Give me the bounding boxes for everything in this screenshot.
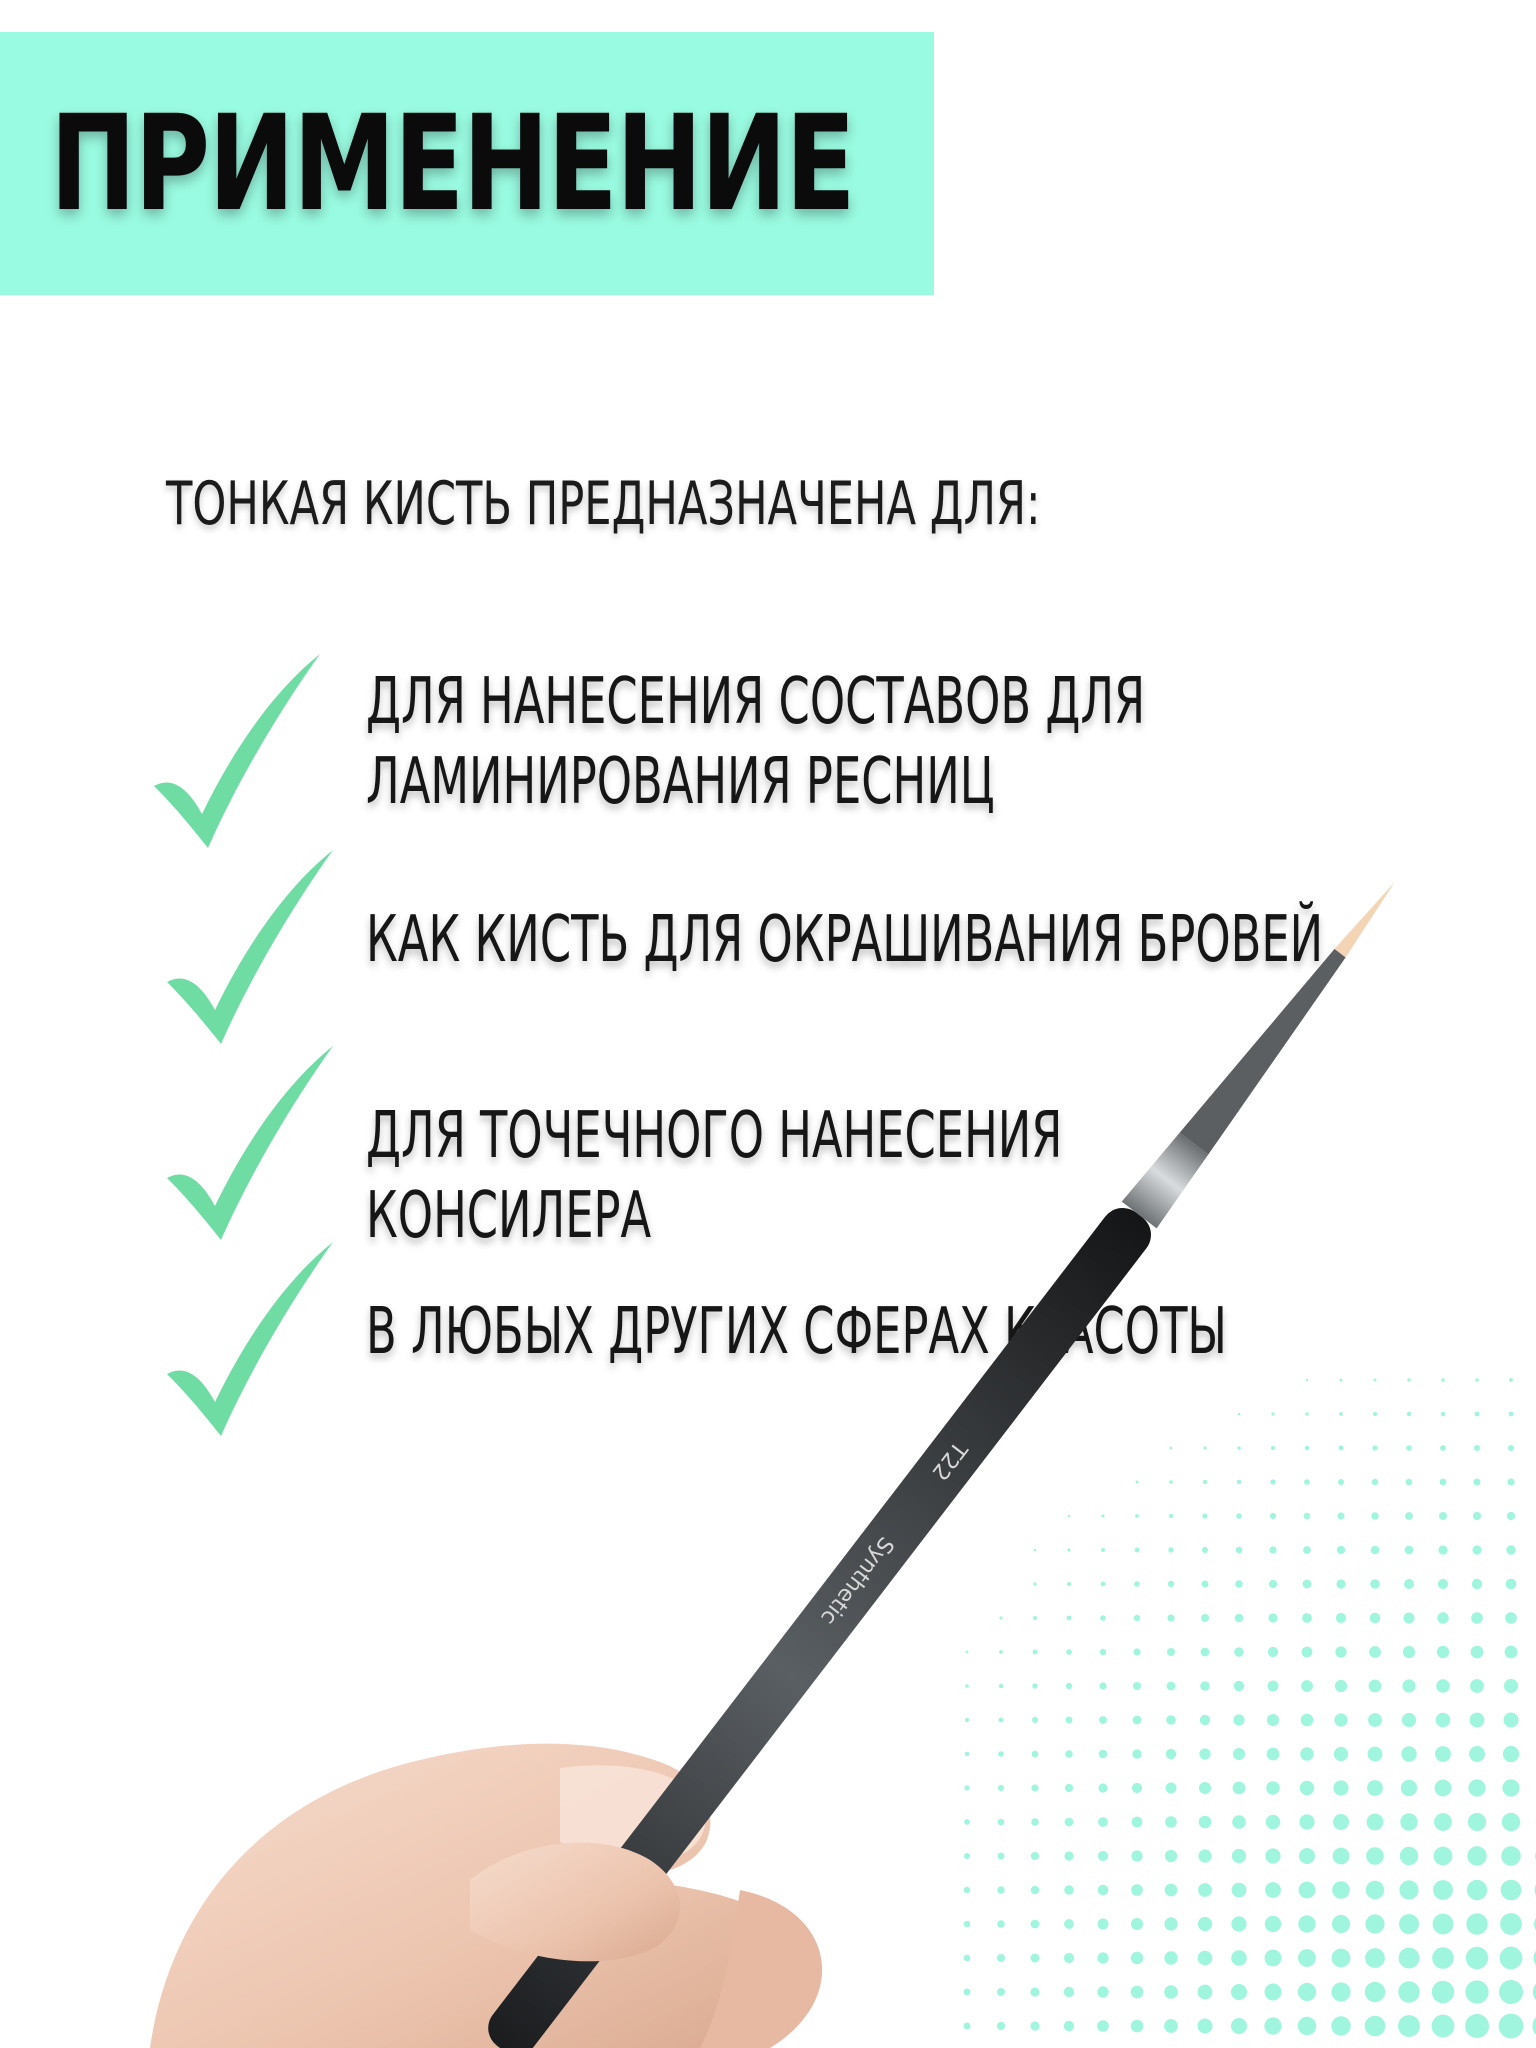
intro-text: ТОНКАЯ КИСТЬ ПРЕДНАЗНАЧЕНА ДЛЯ:: [166, 469, 1041, 539]
brush-label-text: Synthetic: [815, 1531, 899, 1630]
brush-label-number: T22: [926, 1436, 972, 1485]
list-item-label: ДЛЯ ТОЧЕЧНОГО НАНЕСЕНИЯ КОНСИЛЕРА: [366, 1099, 1063, 1253]
page-title: ПРИМЕНЕНИЕ: [50, 87, 855, 241]
list-item-label: В ЛЮБЫХ ДРУГИХ СФЕРАХ КРАСОТЫ: [366, 1295, 1227, 1369]
list-item-label: КАК КИСТЬ ДЛЯ ОКРАШИВАНИЯ БРОВЕЙ: [366, 903, 1324, 977]
list-item-label: ДЛЯ НАНЕСЕНИЯ СОСТАВОВ ДЛЯ ЛАМИНИРОВАНИЯ РЕСНИЦ: [366, 665, 1146, 819]
